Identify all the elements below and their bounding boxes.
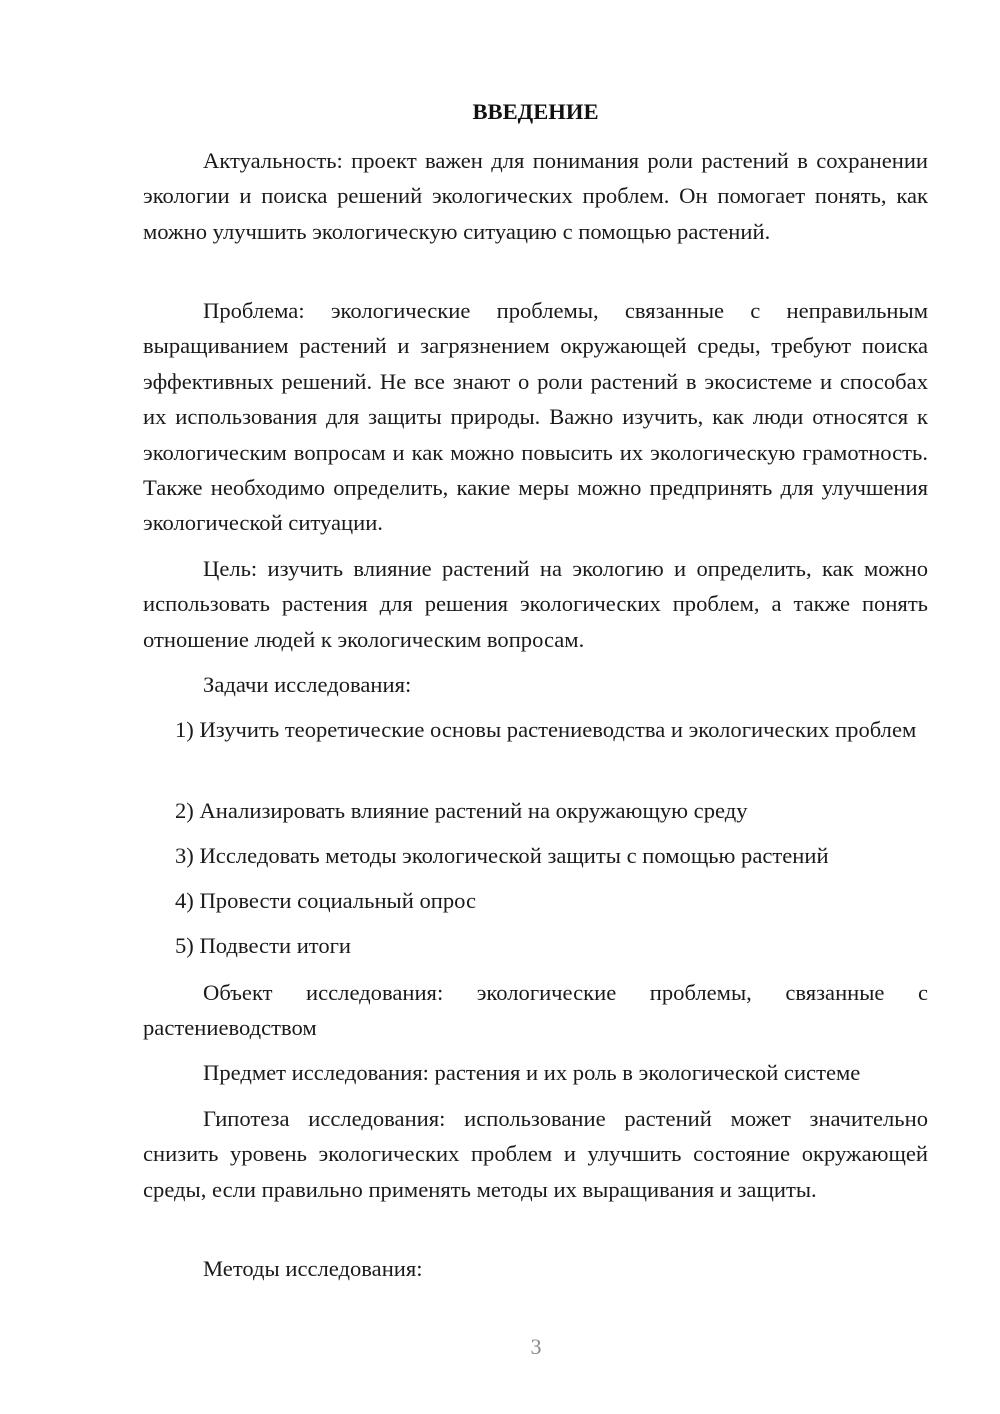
task-list-item-5 (143, 928, 928, 963)
hypothesis-paragraph: Гипотеза исследования: использование растений может значительно снизить уровень экологических проблем и улучшить состояние окружающей среды, если правильно применять методы их выращивания и защиты. (143, 1106, 928, 1202)
hypothesis-section (143, 1101, 928, 1207)
tasks-title: Задачи исследования: (203, 672, 412, 697)
subject-section (143, 1055, 928, 1090)
object-section (143, 975, 928, 1046)
object-paragraph: Объект исследования: экологические проблемы, связанные с растениеводством (143, 980, 928, 1041)
list-item: 5) Подвести итоги (175, 933, 352, 958)
page-number: 3 (530, 1334, 542, 1359)
task-list-item-3 (143, 838, 928, 873)
relevance-paragraph: Актуальность: проект важен для понимания роли растений в сохранении экологии и поиска решений экологических проблем. Он помогает понять, как можно улучшить экологическую ситуацию с помощью растений. (143, 148, 928, 244)
list-item: 2) Анализировать влияние растений на окружающую среду (175, 798, 748, 823)
tasks-title-section (143, 667, 928, 702)
page-title: ВВЕДЕНИЕ (472, 99, 599, 124)
task-list-item-1 (143, 712, 928, 747)
goal-paragraph: Цель: изучить влияние растений на экологию и определить, как можно использовать растения для решения экологических проблем, а также понять отношение людей к экологическим вопросам. (143, 556, 928, 652)
relevance-section (143, 143, 928, 249)
methods-title-section (143, 1251, 928, 1286)
subject-paragraph: Предмет исследования: растения и их роль в экологической системе (203, 1060, 861, 1085)
problem-paragraph: Проблема: экологические проблемы, связанные с неправильным выращиванием растений и загрязнением окружающей среды, требуют поиска эффективных решений. Не все знают о роли растений в экосистеме и способах их использования для защиты природы. Важно изучить, как люди относятся к экологическим вопросам и как можно повысить их экологическую грамотность. Также необходимо определить, какие меры можно предпринять для улучшения экологической ситуации. (143, 298, 928, 536)
task-list-item-2 (143, 793, 928, 828)
list-item: 1) Изучить теоретические основы растениеводства и экологических проблем (175, 717, 917, 742)
methods-title: Методы исследования: (203, 1256, 423, 1281)
goal-section (143, 551, 928, 657)
task-list-item-4 (143, 883, 928, 918)
list-item: 3) Исследовать методы экологической защиты с помощью растений (175, 843, 829, 868)
list-item: 4) Провести социальный опрос (175, 888, 477, 913)
problem-section (143, 293, 928, 541)
